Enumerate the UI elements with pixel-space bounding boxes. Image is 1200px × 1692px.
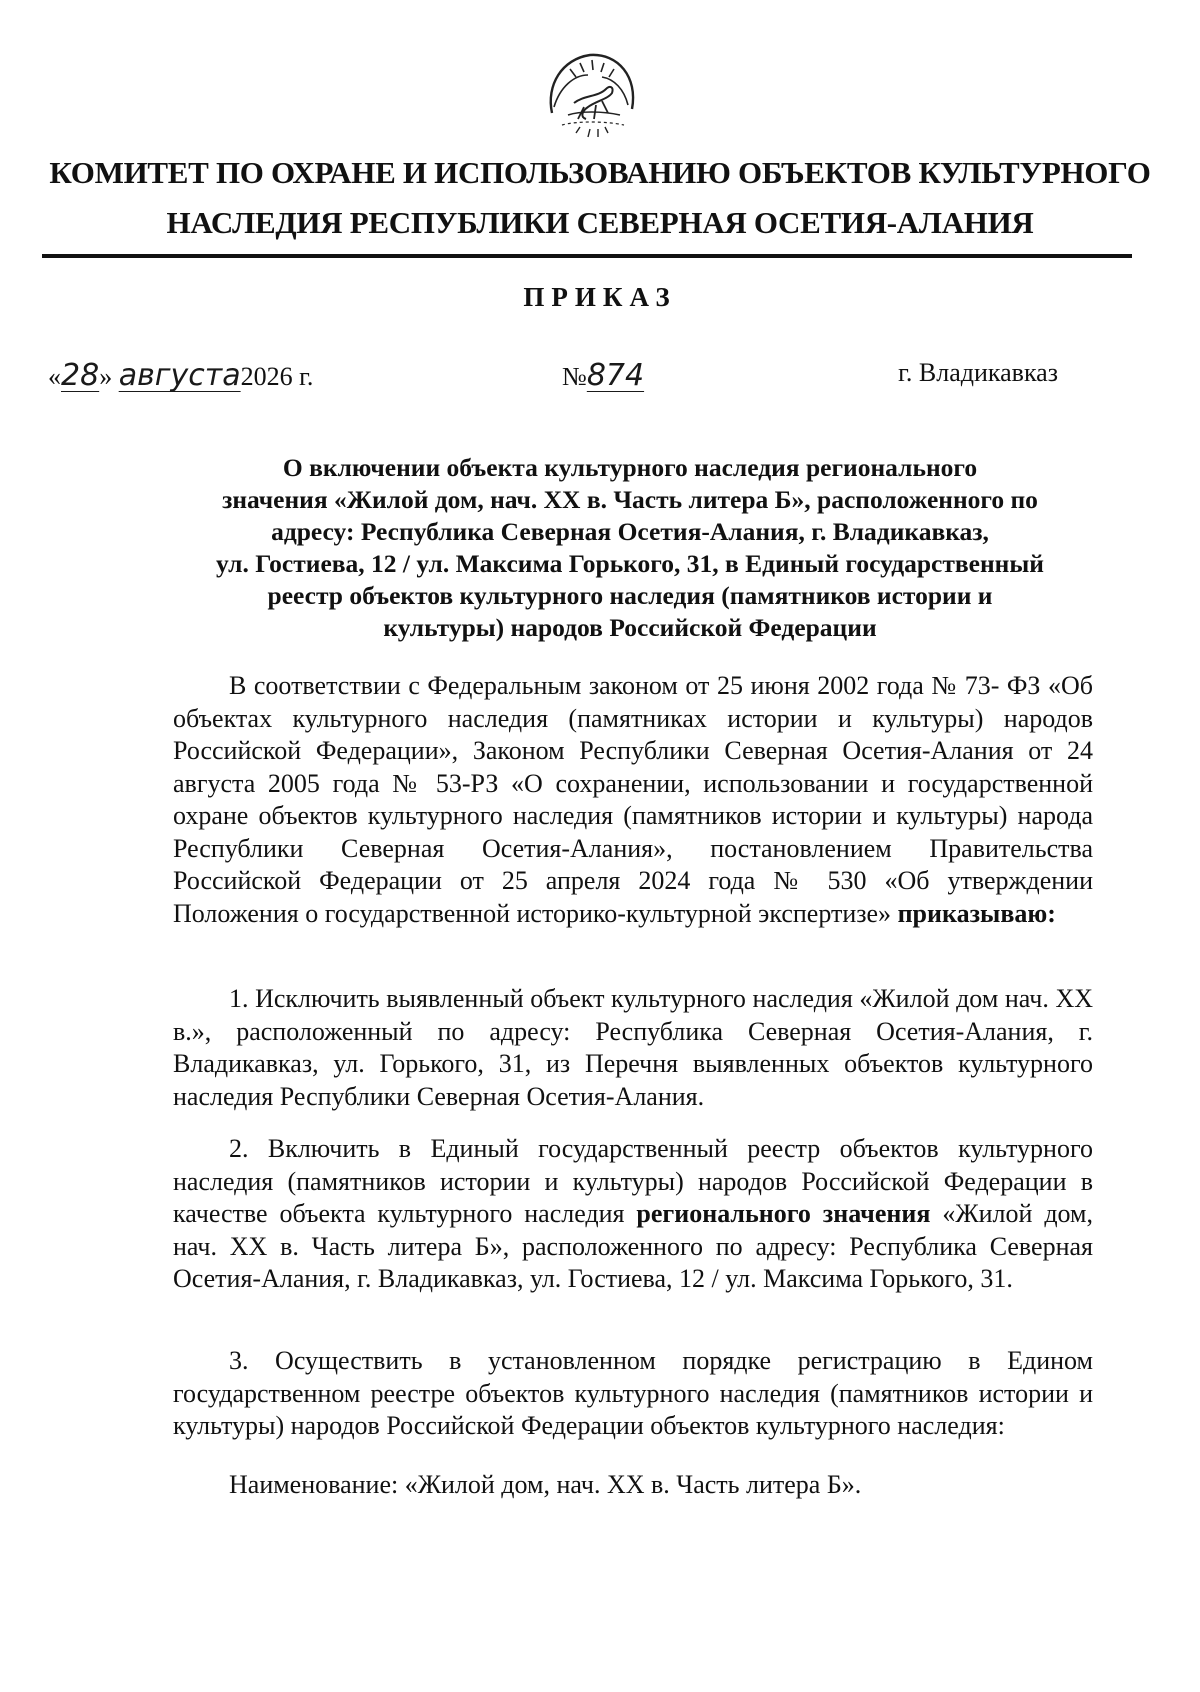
order-word: приказываю: (897, 898, 1056, 928)
coat-of-arms-emblem-icon (540, 45, 644, 143)
date-quote-open: « (48, 362, 61, 391)
order-number (562, 358, 644, 393)
date-month-handwritten: августа (118, 358, 241, 393)
order-date (48, 358, 313, 393)
subject-line: ул. Гостиева, 12 / ул. Максима Горького, 31, в Единый государственный (216, 549, 1044, 578)
legal-basis-paragraph (173, 670, 1093, 930)
date-quote-close: » (99, 362, 113, 391)
order-subject (170, 452, 1090, 644)
order-number-handwritten: 874 (586, 358, 645, 393)
item2-text-end: «Жилой дом, нач. XX в. Часть литера Б», расположенного по адресу: Республика Северная Осетия-Алания, г. Владикавказ, ул. Гостиева, 12 / ул. Максима Горького, 31. (173, 1199, 1094, 1293)
order-item-3: 3. Осуществить в установленном порядке регистрацию в Едином государственном реестре объектов культурного наследия (памятников истории и культуры) народов Российской Федерации объектов культурного наследия: (173, 1346, 1093, 1440)
subject-line: адресу: Республика Северная Осетия-Алания, г. Владикавказ, (271, 517, 989, 546)
order-city: г. Владикавказ (898, 358, 1058, 387)
number-sign: № (562, 362, 587, 391)
date-day-handwritten: 28 (61, 358, 100, 393)
item2-text-start: 2. Включить в Единый государственный реестр объектов культурного наследия (памятников истории и культуры) народов Российской Федерации в качестве объекта культурного наследия (173, 1134, 1093, 1228)
legal-basis-text: В соответствии с Федеральным законом от 25 июня 2002 года № 73- ФЗ «Об объектах культурного наследия (памятниках истории и культуры) народов Российской Федерации», Законом Республики Северная Осетия-Алания от 24 августа 2005 года № 53-РЗ «О сохранении, использовании и государственной охране объектов культурного наследия (памятников истории и культуры) народа Республики Северная Осетия-Алания», постановлением Правительства Российской Федерации от 25 апреля 2024 года № 530 «Об утверждении Положения о государственной историко-культурной экспертизе» (173, 671, 1093, 928)
order-item-1: 1. Исключить выявленный объект культурного наследия «Жилой дом нач. XX в.», расположенный по адресу: Республика Северная Осетия-Алания, г. Владикавказ, ул. Горького, 31, из Перечня выявленных объектов культурного наследия Республики Северная Осетия-Алания. (173, 984, 1093, 1111)
item2-significance: регионального значения (636, 1199, 931, 1228)
order-item-2 (173, 1133, 1093, 1296)
header-divider (42, 254, 1132, 258)
organization-name-line-1: КОМИТЕТ ПО ОХРАНЕ И ИСПОЛЬЗОВАНИЮ ОБЪЕКТОВ КУЛЬТУРНОГО (49, 155, 1151, 190)
subject-line: значения «Жилой дом, нач. XX в. Часть литера Б», расположенного по (222, 485, 1038, 514)
date-year: 2026 г. (240, 362, 314, 391)
subject-line: культуры) народов Российской Федерации (383, 613, 877, 642)
object-name-line: Наименование: «Жилой дом, нач. XX в. Часть литера Б». (229, 1470, 862, 1499)
document-type-title: ПРИКАЗ (523, 282, 677, 312)
subject-line: О включении объекта культурного наследия регионального (282, 453, 978, 482)
subject-line: реестр объектов культурного наследия (памятников истории и (267, 581, 993, 610)
organization-name-line-2: НАСЛЕДИЯ РЕСПУБЛИКИ СЕВЕРНАЯ ОСЕТИЯ-АЛАНИЯ (166, 205, 1034, 240)
